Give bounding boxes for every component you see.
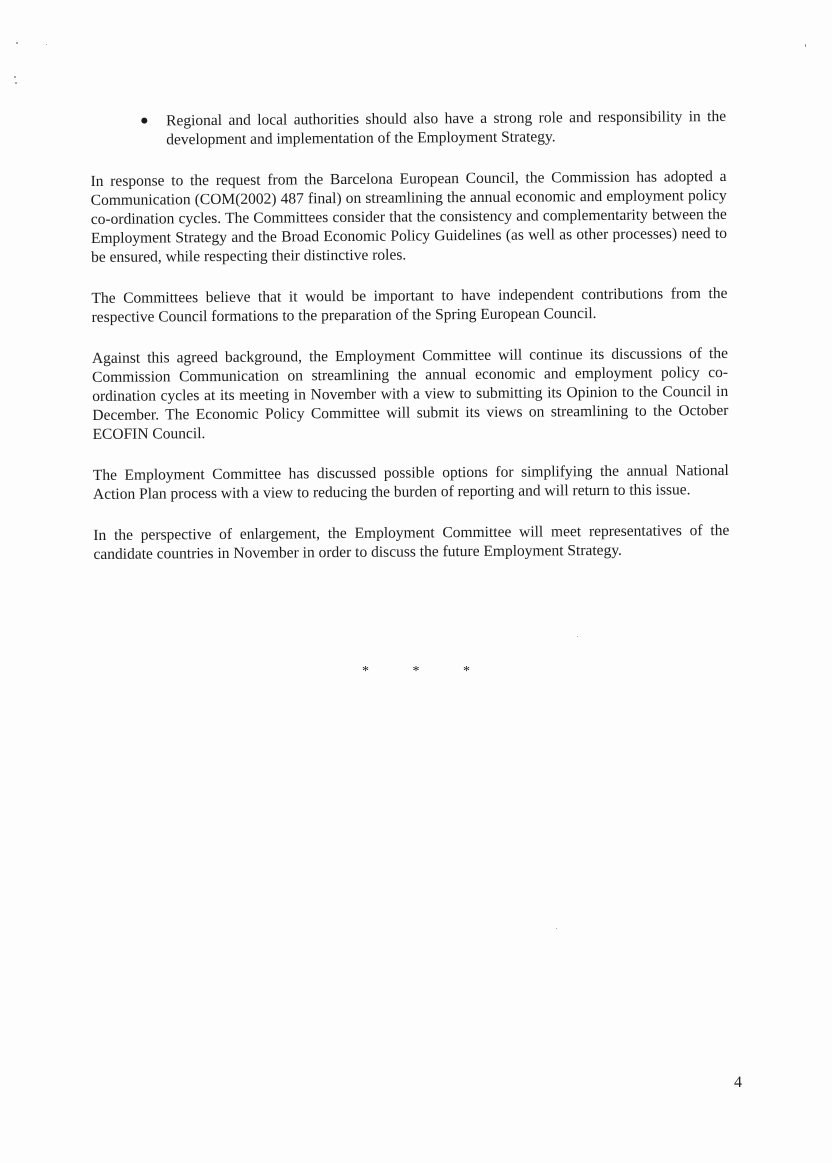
- separator-asterisk: *: [412, 664, 420, 679]
- paragraph-enlargement: In the perspective of enlargement, the Employment Committee will meet representatives of the candidate countries in November in order to discuss the future Employment Strategy.: [93, 521, 730, 563]
- scan-speck: [577, 636, 578, 637]
- paragraph-agreed-background: Against this agreed background, the Employment Committee will continue its discussions of the Commission Communication on streamlining the annual economic and employment policy co-ordination cycles at its meeting in November with a view to submitting its Opinion to the Council in December. The Economic Policy Committee will submit its views on streamlining to the October ECOFIN Council.: [91, 344, 729, 443]
- bullet-text: Regional and local authorities should also have a strong role and responsibility in the development and implementation of the Employment Strategy.: [166, 108, 727, 149]
- bullet-item: [140, 107, 727, 149]
- bullet-icon: ●: [140, 113, 149, 129]
- section-separator: [0, 664, 832, 680]
- paragraph-independent-contributions: The Committees believe that it would be important to have independent contributions from the respective Council formations to the preparation of the Spring European Council.: [91, 284, 728, 326]
- page-number: 4: [734, 1074, 742, 1091]
- scan-speck: [46, 44, 47, 45]
- scan-speck: [15, 82, 17, 84]
- scan-speck: [805, 44, 806, 47]
- paragraph-national-action-plan: The Employment Committee has discussed possible options for simplifying the annual National Action Plan process with a view to reducing the burden of reporting and will return to this issue.: [92, 461, 729, 503]
- separator-asterisk: *: [463, 664, 470, 679]
- scan-speck: [556, 928, 557, 929]
- document-body: [90, 107, 730, 586]
- separator-asterisk: *: [362, 664, 369, 679]
- scan-speck: [16, 42, 18, 44]
- paragraph-streamlining-communication: In response to the request from the Barcelona European Council, the Commission has adopted a Communication (COM(2002) 487 final) on streamlining the annual economic and employment policy co-ordination cycles. The Committees consider that the consistency and complementarity between the Employment Strategy and the Broad Economic Policy Guidelines (as well as other processes) need to be ensured, while respecting their distinctive roles.: [90, 168, 728, 266]
- scan-speck: [14, 76, 16, 78]
